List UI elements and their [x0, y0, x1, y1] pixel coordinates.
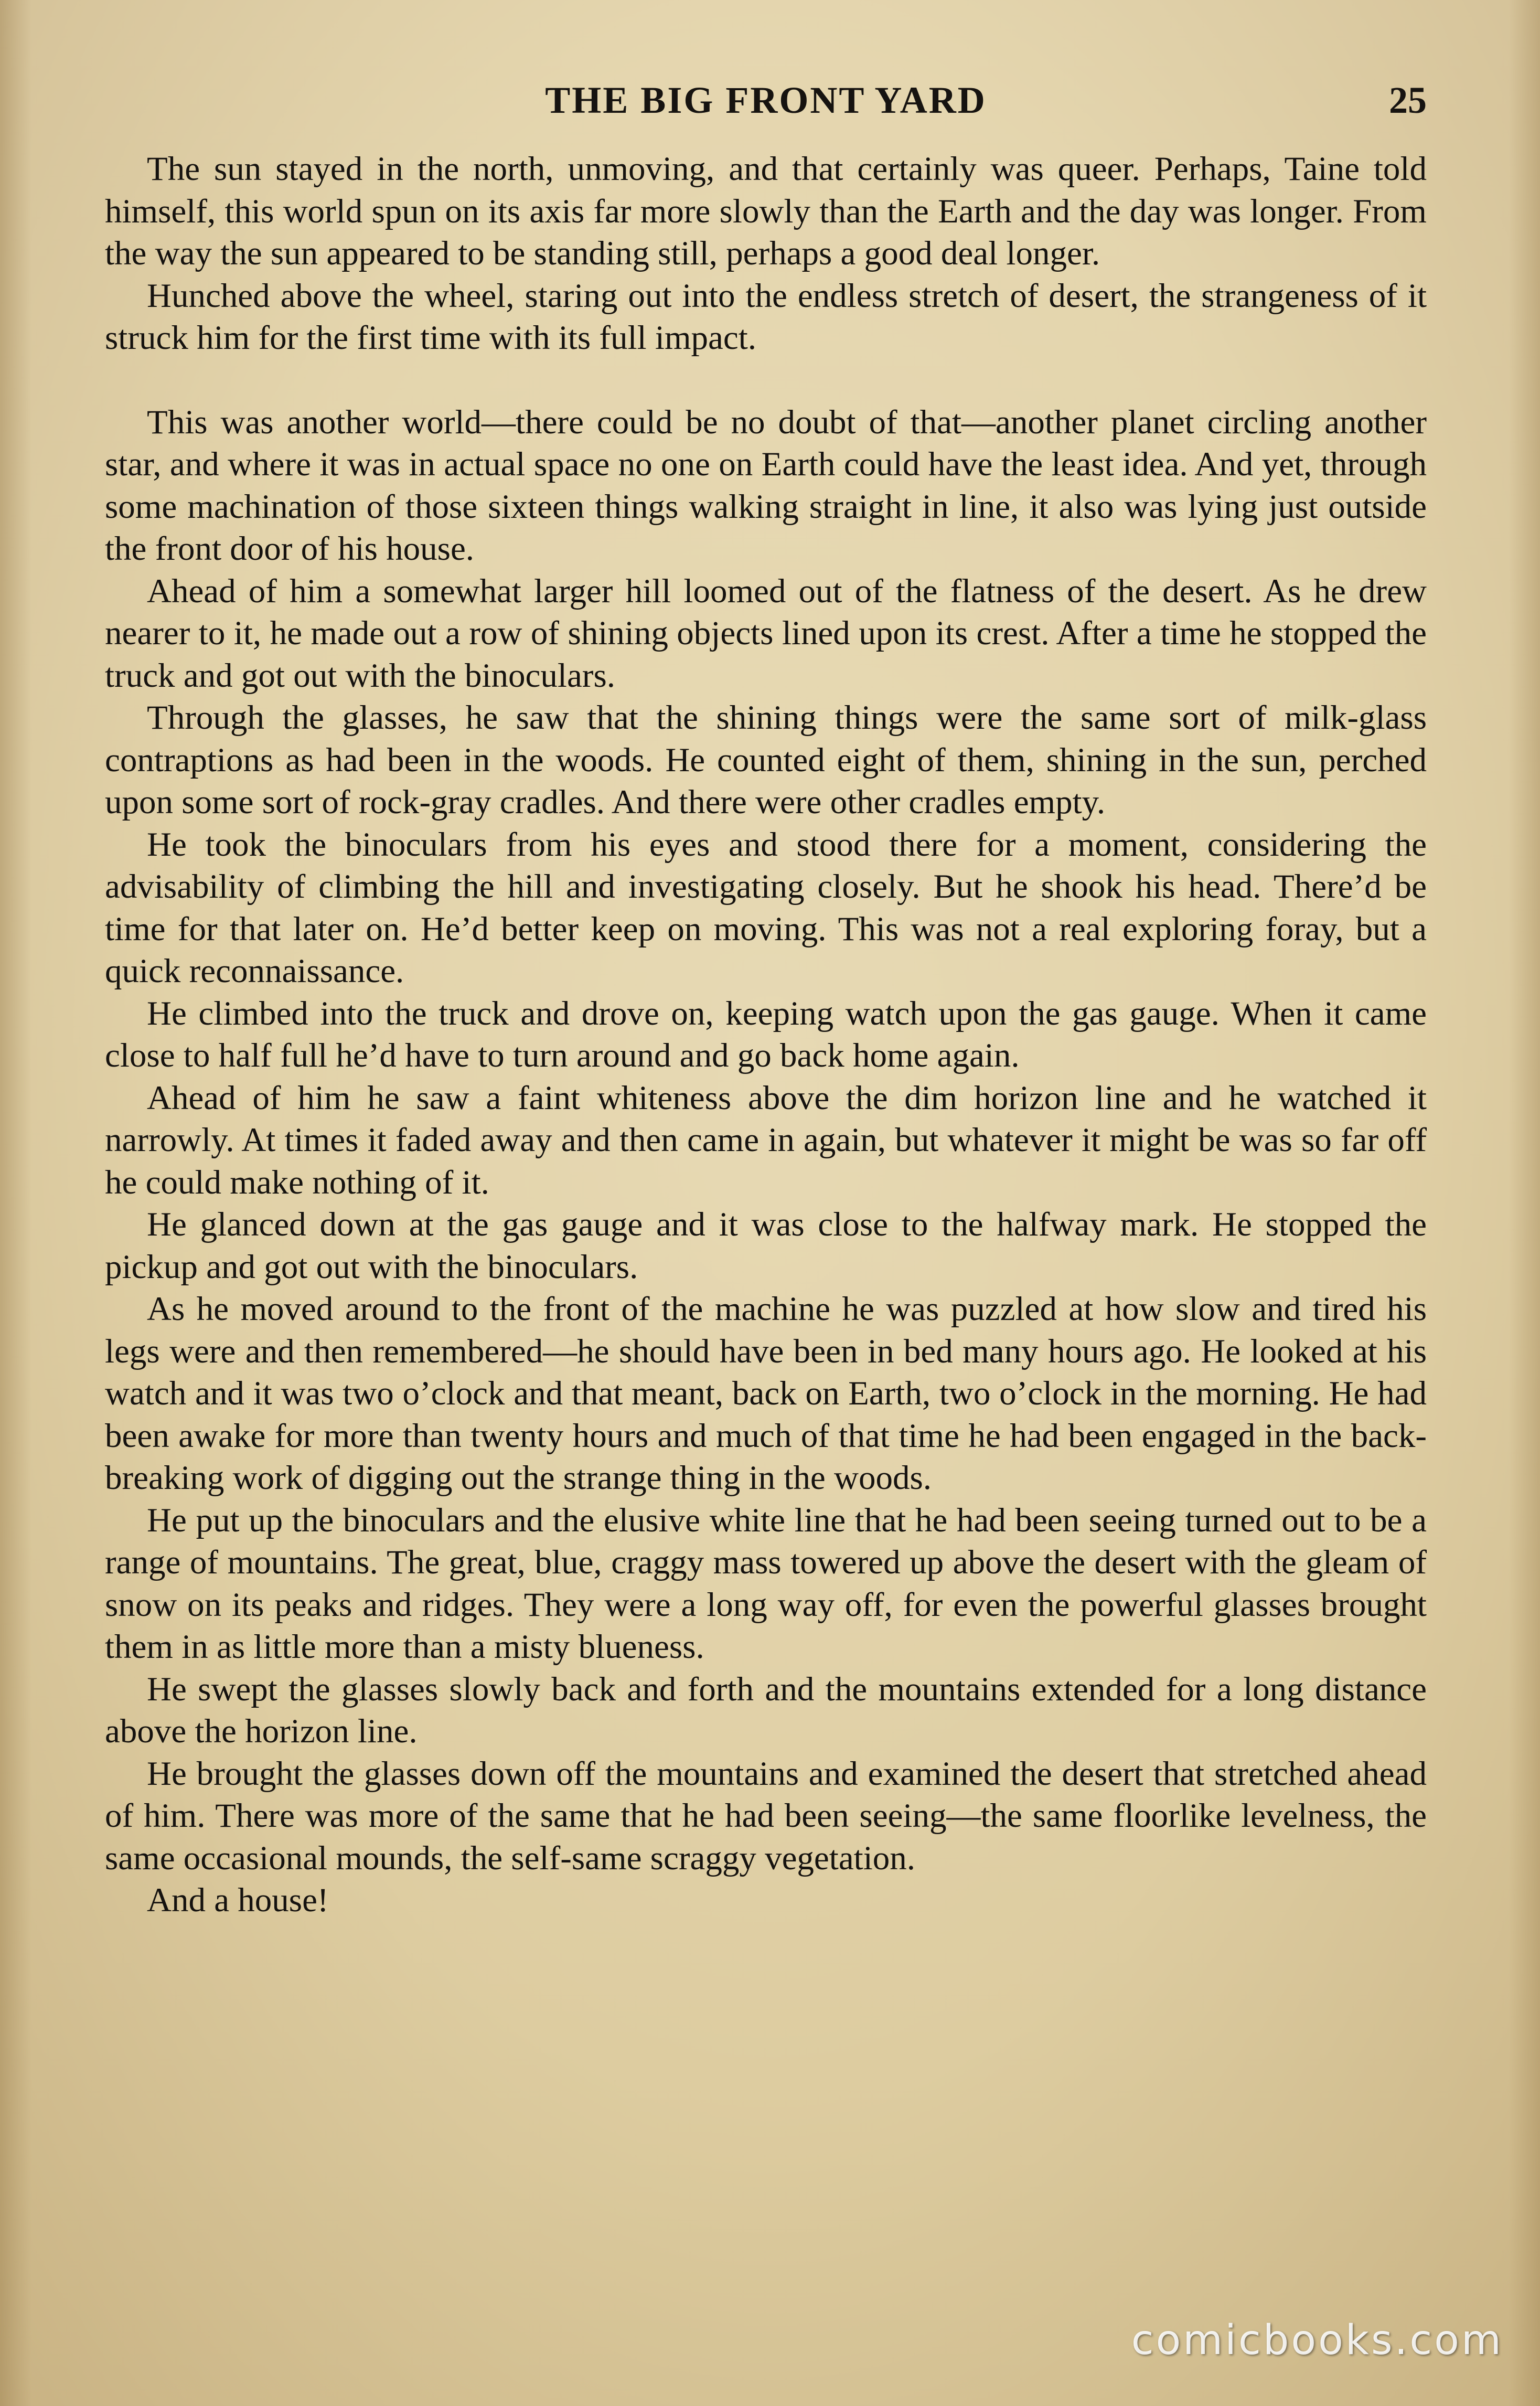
paragraph: He put up the binoculars and the elusive white line that he had been seeing turned out to be a range of mountains. The great, blue, craggy mass towered up above the desert with the gleam of snow on its peaks and ridges. They were a long way off, for even the powerful glasses brought them in as little more than a misty blueness.	[105, 1501, 1427, 1666]
running-title: THE BIG FRONT YARD	[545, 79, 987, 121]
paragraph: The sun stayed in the north, unmoving, and that certainly was queer. Perhaps, Taine told himself, this world spun on its axis far more slowly than the Earth and the day was longer. From the way the sun appeared to be standing still, perhaps a good deal longer.	[105, 150, 1427, 272]
paragraph: Hunched above the wheel, staring out into the endless stretch of desert, the strangeness of it struck him for the first time with its full impact.	[105, 276, 1427, 357]
paragraph: He glanced down at the gas gauge and it was close to the halfway mark. He stopped the pickup and got out with the binoculars.	[105, 1206, 1427, 1286]
paragraph: He climbed into the truck and drove on, keeping watch upon the gas gauge. When it came close to half full he’d have to turn around and go back home again.	[105, 994, 1427, 1074]
paragraph: He brought the glasses down off the mountains and examined the desert that stretched ahead of him. There was more of the same that he had been seeing—the same floorlike levelness, the same occasional mounds, the self-same scraggy vegetation.	[105, 1754, 1427, 1877]
paragraph: Through the glasses, he saw that the shining things were the same sort of milk-glass contraptions as had been in the woods. He counted eight of them, shining in the sun, perched upon some sort of rock-gray cradles. And there were other cradles empty.	[105, 699, 1427, 821]
body-text	[105, 148, 1427, 1922]
running-header	[105, 79, 1427, 136]
page-edge-shadow-left	[0, 0, 31, 2406]
paragraph: He swept the glasses slowly back and forth and the mountains extended for a long distance above the horizon line.	[105, 1670, 1427, 1750]
paragraph: This was another world—there could be no doubt of that—another planet circling another star, and where it was in actual space no one on Earth could have the least idea. And yet, through some machination of those sixteen things walking straight in line, it also was lying just outside the front door of his house.	[105, 403, 1427, 568]
page-edge-shadow-right	[1509, 0, 1540, 2406]
paragraph: As he moved around to the front of the machine he was puzzled at how slow and tired his legs were and then remembered—he should have been in bed many hours ago. He looked at his watch and it was two o’clock and that meant, back on Earth, two o’clock in the morning. He had been awake for more than twenty hours and much of that time he had been engaged in the back-breaking work of digging out the strange thing in the woods.	[105, 1290, 1427, 1497]
paragraph: He took the binoculars from his eyes and stood there for a moment, considering the advisability of climbing the hill and investigating closely. But he shook his head. There’d be time for that later on. He’d better keep on moving. This was not a real exploring foray, but a quick reconnaissance.	[105, 825, 1427, 990]
paragraph: And a house!	[147, 1881, 329, 1919]
site-watermark: comicbooks.com	[1131, 2317, 1503, 2364]
paragraph: Ahead of him a somewhat larger hill loomed out of the flatness of the desert. As he drew nearer to it, he made out a row of shining objects lined upon its crest. After a time he stopped the truck and got out with the binoculars.	[105, 572, 1427, 695]
paragraph: Ahead of him he saw a faint whiteness above the dim horizon line and he watched it narrowly. At times it faded away and then came in again, but whatever it might be was so far off he could make nothing of it.	[105, 1079, 1427, 1201]
page-number: 25	[1389, 79, 1427, 121]
